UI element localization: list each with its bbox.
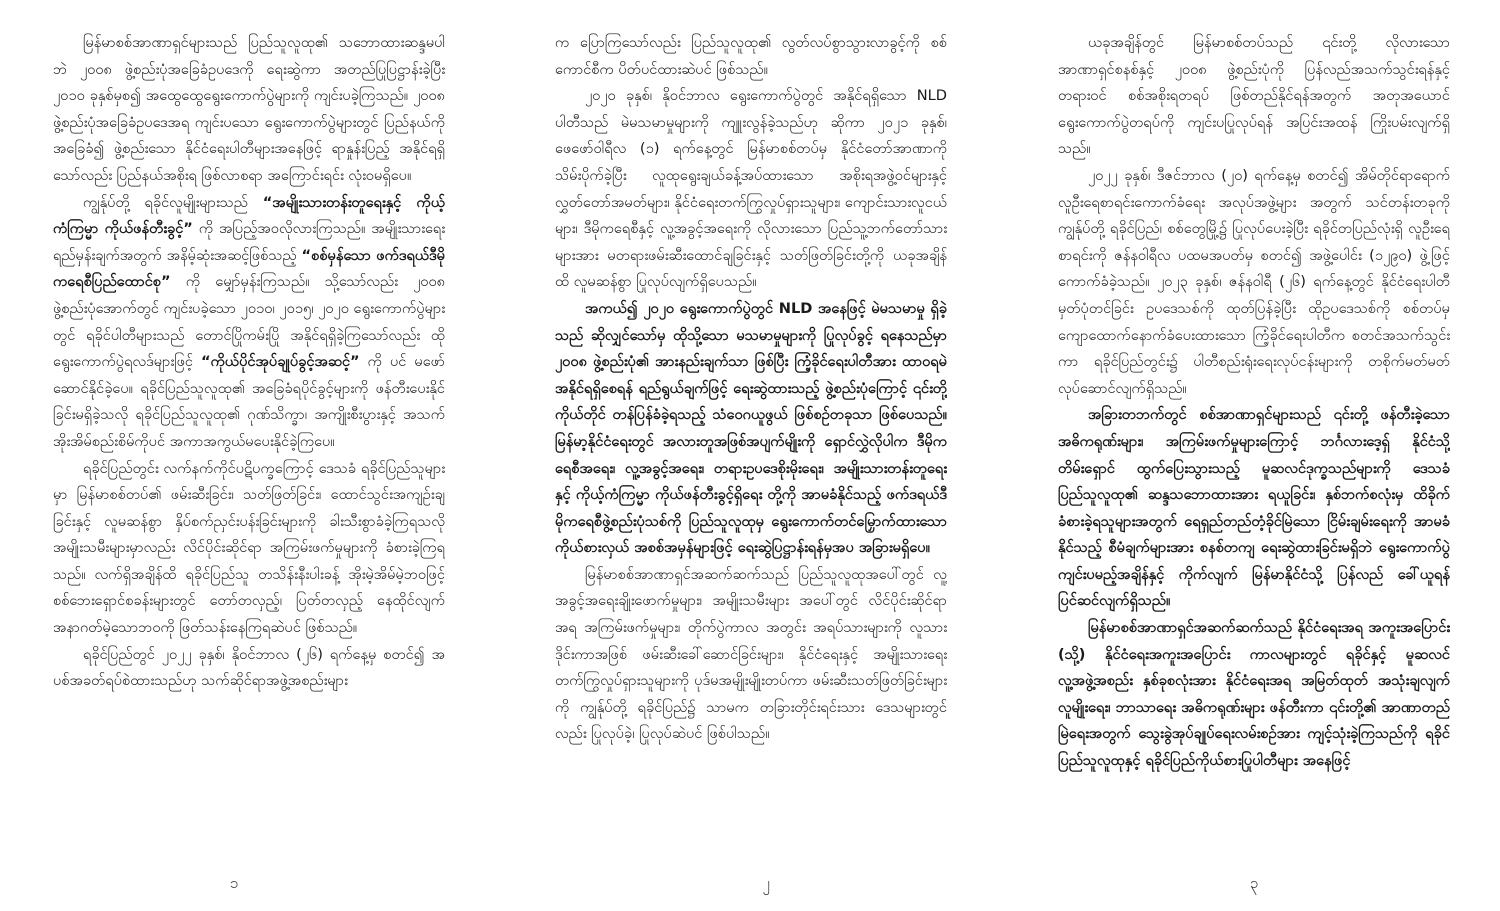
page-3-column xyxy=(1058,30,1450,865)
page-1-column xyxy=(53,30,445,865)
paragraph: ယခုအချိန်တွင် မြန်မာစစ်တပ်သည် ၎င်းတို့ လိုလားသော အာဏာရှင်စနစ်နှင့် ၂၀၀၈ ဖွဲ့စည်းပုံကို ပြန်လည်အသက်သွင်းရန်နှင့် တရားဝင် စစ်အစိုးရတရပ် ဖြစ်တည်နိုင်ရန်အတွက် အတုအယောင် ရွေးကောက်ပွဲတရပ်ကို ကျင်းပပြုလုပ်ရန် အပြင်းအထန် ကြိုးပမ်းလျက်ရှိသည်။ xyxy=(1058,34,1450,158)
bold-paragraph: အကယ်၍ ၂၀၂၀ ရွေးကောက်ပွဲတွင် NLD အနေဖြင့် မဲမသမာမှု ရှိခဲ့သည် ဆိုလျှင်သော်မှ ထိုသို့သော မသမာမှုများကို ပြုလုပ်ခွင့် ရနေသည်မှာ ၂၀၀၈ ဖွဲ့စည်းပုံ၏ အားနည်းချက်သာ ဖြစ်ပြီး ကြံ့ခိုင်ရေးပါတီအား ထာဝရမဲအနိုင်ရရှိစေရန် ရည်ရွယ်ချက်ဖြင့် ရေးဆွဲထားသည့် ဖွဲ့စည်းပုံကြောင့် ၎င်းတို့ကိုယ်တိုင် တန်ပြန်ခံခဲ့ရသည့် သံဝေဂယူဖွယ် ဖြစ်စဉ်တခုသာ ဖြစ်ပေသည်။ မြန်မာ့နိုင်ငံရေးတွင် အလားတူအဖြစ်အပျက်မျိုးကို ရှောင်လွှဲလိုပါက ဒီမိုကရေစီအရေး၊ လူ့အခွင့်အရေး၊ တရားဥပဒေစိုးမိုးရေး၊ အမျိုးသားတန်းတူရေးနှင့် ကိုယ့်ကံကြမ္မာ ကိုယ်ဖန်တီးခွင့်ရှိရေး တို့ကို အာမခံနိုင်သည့် ဖက်ဒရယ်ဒီမိုကရေစီဖွဲ့စည်းပုံသစ်ကို ပြည်သူလူထုမှ ရွေးကောက်တင်မြှောက်ထားသော ကိုယ်စားလှယ် အစစ်အမှန်များဖြင့် ရေးဆွဲပြဋ္ဌာန်းရန်မှအပ အခြားမရှိပေ။ xyxy=(555,299,947,557)
paragraph: ရခိုင်ပြည်တွင်း လက်နက်ကိုင်ပဋိပက္ခကြောင့် ဒေသခံ ရခိုင်ပြည်သူများမှာ မြန်မာစစ်တပ်၏ ဖမ်းဆီးခြင်း၊ သတ်ဖြတ်ခြင်း၊ ထောင်သွင်းအကျဉ်းချခြင်းနှင့် လူမဆန်စွာ နှိပ်စက်ညှင်းပန်းခြင်းများကို ခါးသီးစွာခံခဲ့ကြရသလို အမျိုးသမီးများမှာလည်း လိင်ပိုင်းဆိုင်ရာ အကြမ်းဖက်မှုများကို ခံစားခဲ့ကြရသည်။ လက်ရှိအချိန်ထိ ရခိုင်ပြည်သူ တသိန်းနီးပါးခန့် အိုးမဲ့အိမ်မဲ့ဘဝဖြင့် စစ်ဘေးရှောင်စခန်းများတွင် တော်တလှည့်၊ ပြတ်တလှည့် နေထိုင်လျက် အနာဂတ်မဲ့သောဘဝကို ဖြတ်သန်းနေကြရဆဲပင် ဖြစ်သည်။ xyxy=(53,459,445,637)
page-number: ၃ xyxy=(1249,874,1259,892)
bold-paragraph: အခြားတဘက်တွင် စစ်အာဏာရှင်များသည် ၎င်းတို့ ဖန်တီးခဲ့သော အဓိကရုဏ်းများ၊ အကြမ်းဖက်မှုများကြောင့် ဘင်္ဂလားဒေ့ရှ် နိုင်ငံသို့ တိမ်းရှောင် ထွက်ပြေးသွားသည့် မူဆလင်ဒုက္ခသည်များကို ဒေသခံပြည်သူလူထု၏ ဆန္ဒသဘောထားအား ရယူခြင်း၊ နှစ်ဘက်စလုံးမှ ထိခိုက်ခံစားခဲ့ရသူများအတွက် ရေရှည်တည်တံ့ခိုင်မြဲသော ငြိမ်းချမ်းရေးကို အာမခံနိုင်သည့် စီမံချက်များအား စနစ်တကျ ရေးဆွဲထားခြင်းမရှိဘဲ ရွေးကောက်ပွဲကျင်းပမည့်အချိန်နှင့် ကိုက်လျက် မြန်မာနိုင်ငံသို့ ပြန်လည် ခေါ်ယူရန် ပြင်ဆင်လျက်ရှိသည်။ xyxy=(1058,406,1450,610)
bold-quote: “အမျိုးသားတန်းတူရေးနှင့် ကိုယ့်ကံကြမ္မာ ကိုယ်ဖန်တီးခွင့်” xyxy=(53,193,445,238)
paragraph: ရခိုင်ပြည်တွင် ၂၀၂၂ ခုနှစ်၊ နိုဝင်ဘာလ (၂၆) ရက်နေ့မှ စတင်၍ အပစ်အခတ်ရပ်စဲထားသည်ဟု သက်ဆိုင်ရာအဖွဲ့အစည်းများ xyxy=(53,645,445,690)
paragraph: ၂၀၂၀ ခုနှစ်၊ နိုဝင်ဘာလ ရွေးကောက်ပွဲတွင် အနိုင်ရရှိသော NLD ပါတီသည် မဲမသမာမှုများကို ကျူးလွန်ခဲ့သည်ဟု ဆိုကာ ၂၀၂၁ ခုနှစ်၊ ဖေဖော်ဝါရီလ (၁) ရက်နေ့တွင် မြန်မာစစ်တပ်မှ နိုင်ငံတော်အာဏာကို သိမ်းပိုက်ခဲ့ပြီး လူထုရွေးချယ်ခန့်အပ်ထားသော အစိုးရအဖွဲ့ဝင်များနှင့် လွှတ်တော်အမတ်များ၊ နိုင်ငံရေးတက်ကြွလှုပ်ရှားသူများ၊ ကျောင်းသားလူငယ်များ၊ ဒီမိုကရေစီနှင့် လူ့အခွင့်အရေးကို လိုလားသော ပြည်သူ့ဘက်တော်သားများအား မတရားဖမ်းဆီးထောင်ချခြင်းနှင့် သတ်ဖြတ်ခြင်းတို့ကို ယခုအချိန်ထိ လူမဆန်စွာ ပြုလုပ်လျက်ရှိပေသည်။ xyxy=(555,87,947,291)
bold-quote: “စစ်မှန်သော ဖက်ဒရယ်ဒီမိုကရေစီပြည်ထောင်စု” xyxy=(53,246,445,291)
bold-quote: “ကိုယ်ပိုင်အုပ်ချုပ်ခွင့်အဆင့်” xyxy=(201,353,360,371)
page-number: ၁ xyxy=(229,874,239,892)
paragraph: မြန်မာစစ်အာဏာရှင်များသည် ပြည်သူလူထု၏ သဘောထားဆန္ဒမပါဘဲ ၂၀၀၈ ဖွဲ့စည်းပုံအခြေခံဥပဒေကို ရေးဆွဲကာ အတည်ပြုပြဋ္ဌာန်းခဲ့ပြီး ၂၀၁၀ ခုနှစ်မှစ၍ အထွေထွေရွေးကောက်ပွဲများကို ကျင်းပခဲ့ကြသည်။ ၂၀၀၈ ဖွဲ့စည်းပုံအခြေခံဥပဒေအရ ကျင်းပသော ရွေးကောက်ပွဲများတွင် ပြည်နယ်ကိုအခြေခံ၍ ဖွဲ့စည်းသော နိုင်ငံရေးပါတီများအနေဖြင့် ရာနှုန်းပြည့် အနိုင်ရရှိသော်လည်း ပြည်နယ်အစိုးရ ဖြစ်လာစရာ အကြောင်းရင်း လုံးဝမရှိပေ။ xyxy=(53,34,445,184)
paragraph: မြန်မာစစ်အာဏာရှင်အဆက်ဆက်သည် ပြည်သူလူထုအပေါ်တွင် လူ့အခွင့်အရေးချိုးဖောက်မှုများ၊ အမျိုးသမီးများ အပေါ်တွင် လိင်ပိုင်းဆိုင်ရာအရ အကြမ်းဖက်မှုများ၊ တိုက်ပွဲကာလ အတွင်း အရပ်သားများကို လူသားဒိုင်းကာအဖြစ် ဖမ်းဆီးခေါ်ဆောင်ခြင်းများ၊ နိုင်ငံရေးနှင့် အမျိုးသားရေး တက်ကြွလှုပ်ရှားသူများကို ပုဒ်မအမျိုးမျိုးတပ်ကာ ဖမ်းဆီးသတ်ဖြတ်ခြင်းများကို ကျွန်ုပ်တို့ ရခိုင်ပြည်၌ သာမက တခြားတိုင်းရင်းသား ဒေသများတွင်လည်း ပြုလုပ်ခဲ့၊ ပြုလုပ်ဆဲပင် ဖြစ်ပါသည်။ xyxy=(555,565,947,743)
page-2-column xyxy=(555,30,947,865)
page-number: ၂ xyxy=(762,874,770,892)
bold-paragraph: မြန်မာစစ်အာဏာရှင်အဆက်ဆက်သည် နိုင်ငံရေးအရ အကူးအပြောင်း (သို့) နိုင်ငံရေးအကူးအပြောင်း ကာလများတွင် ရခိုင်နှင့် မူဆလင် လူ့အဖွဲ့အစည်း နှစ်ခုစလုံးအား နိုင်ငံရေးအရ အမြတ်ထုတ် အသုံးချလျက် လူမျိုးရေး၊ ဘာသာရေး အဓိကရုဏ်းများ ဖန်တီးကာ ၎င်းတို့၏ အာဏာတည်မြဲရေးအတွက် သွေးခွဲအုပ်ချုပ်ရေးလမ်းစဉ်အား ကျင့်သုံးခဲ့ကြသည်ကို ရခိုင်ပြည်သူလူထုနှင့် ရခိုင်ပြည်ကိုယ်စားပြုပါတီများ အနေဖြင့် xyxy=(1058,619,1450,770)
paragraph: ၂၀၂၂ ခုနှစ်၊ ဒီဇင်ဘာလ (၂၀) ရက်နေ့မှ စတင်၍ အိမ်တိုင်ရာရောက် လူဦးရေစာရင်းကောက်ခံရေး အလုပ်အဖွဲ့များ အတွက် သင်တန်းတခုကို ကျွန်ုပ်တို့ ရခိုင်ပြည်၊ စစ်တွေမြို့၌ ပြုလုပ်ပေးခဲ့ပြီး ရခိုင်တပြည်လုံးရှိ လူဦးရေစာရင်းကို ဇန်နဝါရီလ ပထမအပတ်မှ စတင်၍ အဖွဲ့ပေါင်း (၁၂၉၀) ဖွဲ့ဖြင့် ကောက်ခံခဲ့သည်။ ၂၀၂၃ ခုနှစ်၊ ဇန်နဝါရီ (၂၆) ရက်နေ့တွင် နိုင်ငံရေးပါတီမှတ်ပုံတင်ခြင်း ဥပဒေသစ်ကို ထုတ်ပြန်ခဲ့ပြီး ထိုဥပဒေသစ်ကို စစ်တပ်မှ ကျောထောက်နောက်ခံပေးထားသော ကြံ့ခိုင်ရေးပါတီက စတင်အသက်သွင်းကာ ရခိုင်ပြည်တွင်း၌ ပါတီစည်းရုံးရေးလုပ်ငန်းများကို တစိုက်မတ်မတ် လုပ်ဆောင်လျက်ရှိသည်။ xyxy=(1058,166,1450,397)
paragraph: က ပြောကြသော်လည်း ပြည်သူလူထု၏ လွတ်လပ်စွာသွားလာခွင့်ကို စစ်ကောင်စီက ပိတ်ပင်ထားဆဲပင် ဖြစ်သည်။ xyxy=(555,34,947,78)
paragraph: ကျွန်ုပ်တို့ ရခိုင်လူမျိုးများသည် “အမျိုးသားတန်းတူရေးနှင့် ကိုယ့်ကံကြမ္မာ ကိုယ်ဖန်တီးခွင့်” ကို အပြည့်အဝလိုလားကြသည်။ အမျိုးသားရေး ရည်မှန်းချက်အတွက် အနိမ့်ဆုံးအဆင့်ဖြစ်သည့် “စစ်မှန်သော ဖက်ဒရယ်ဒီမိုကရေစီပြည်ထောင်စု” ကို မျှော်မှန်းကြသည်။ သို့သော်လည်း ၂၀၀၈ ဖွဲ့စည်းပုံအောက်တွင် ကျင်းပခဲ့သော ၂၀၁၀၊ ၂၀၁၅၊ ၂၀၂၀ ရွေးကောက်ပွဲများတွင် ရခိုင်ပါတီများသည် တောင်ပြိုကမ်းပြို အနိုင်ရရှိခဲ့ကြသော်လည်း ထိုရွေးကောက်ပွဲရလဒ်များဖြင့် “ကိုယ်ပိုင်အုပ်ချုပ်ခွင့်အဆင့်” ကို ပင် မဖော်ဆောင်နိုင်ခဲ့ပေ။ ရခိုင်ပြည်သူလူထု၏ အခြေခံရပိုင်ခွင့်များကို ဖန်တီးပေးနိုင်ခြင်းမရှိခဲ့သလို ရခိုင်ပြည်သူလူထု၏ ဂုဏ်သိက္ခာ၊ အကျိုးစီးပွားနှင့် အသက်အိုးအိမ်စည်းစိမ်ကိုပင် အကာအကွယ်မပေးနိုင်ခဲ့ကြပေ။ xyxy=(53,193,445,450)
